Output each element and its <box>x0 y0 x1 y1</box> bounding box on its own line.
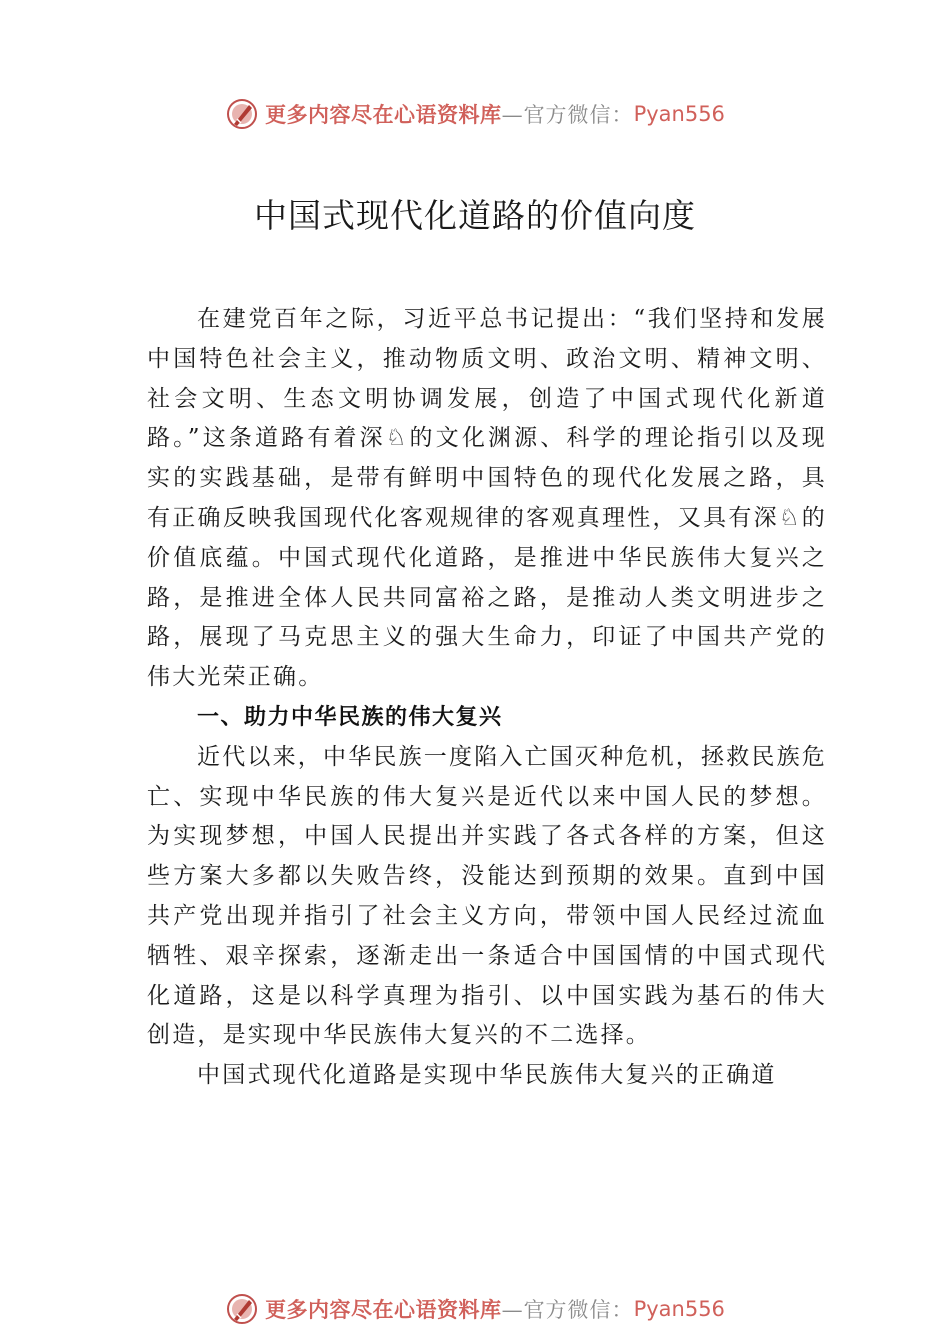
footer-banner <box>0 1289 950 1329</box>
section-heading: 一、助力中华民族的伟大复兴 <box>197 704 503 730</box>
banner-wechat-handle: Pyan556 <box>633 102 725 126</box>
document-title: 中国式现代化道路的价值向度 <box>254 196 696 235</box>
intro-paragraph: 在建党百年之际，习近平总书记提出：“我们坚持和发展中国特色社会主义，推动物质文明、政治文明、精神文明、社会文明、生态文明协调发展，创造了中国式现代化新道路。”这条道路有着深♘的文化渊源、科学的理论指引以及现实的实践基础，是带有鲜明中国特色的现代化发展之路，具有正确反映我国现代化客观规律的客观真理性，又具有深♘的价值底蕴。中国式现代化道路，是推进中华民族伟大复兴之路，是推进全体人民共同富裕之路，是推动人类文明进步之路，展现了马克思主义的强大生命力，印证了中国共产党的伟大光荣正确。 <box>147 306 827 691</box>
banner-wechat-handle: Pyan556 <box>633 1297 725 1321</box>
pen-nib-logo-icon <box>225 1292 259 1326</box>
banner-separator: —官方微信： <box>501 1298 634 1322</box>
section-paragraph: 近代以来，中华民族一度陷入亡国灭种危机，拯救民族危亡、实现中华民族的伟大复兴是近代以来中国人民的梦想。为实现梦想，中国人民提出并实践了各式各样的方案，但这些方案大多都以失败告终，没能达到预期的效果。直到中国共产党出现并指引了社会主义方向，带领中国人民经过流血牺牲、艰辛探索，逐渐走出一条适合中国国情的中国式现代化道路，这是以科学真理为指引、以中国实践为基石的伟大创造，是实现中华民族伟大复兴的不二选择。 <box>147 743 827 1049</box>
pen-nib-logo-icon <box>225 97 259 131</box>
header-banner <box>0 94 950 134</box>
banner-main-text: 更多内容尽在心语资料库 <box>265 102 502 127</box>
banner-separator: —官方微信： <box>501 103 634 127</box>
section-paragraph: 中国式现代化道路是实现中华民族伟大复兴的正确道 <box>197 1062 777 1089</box>
document-body <box>147 300 827 1096</box>
banner-main-text: 更多内容尽在心语资料库 <box>265 1297 502 1322</box>
